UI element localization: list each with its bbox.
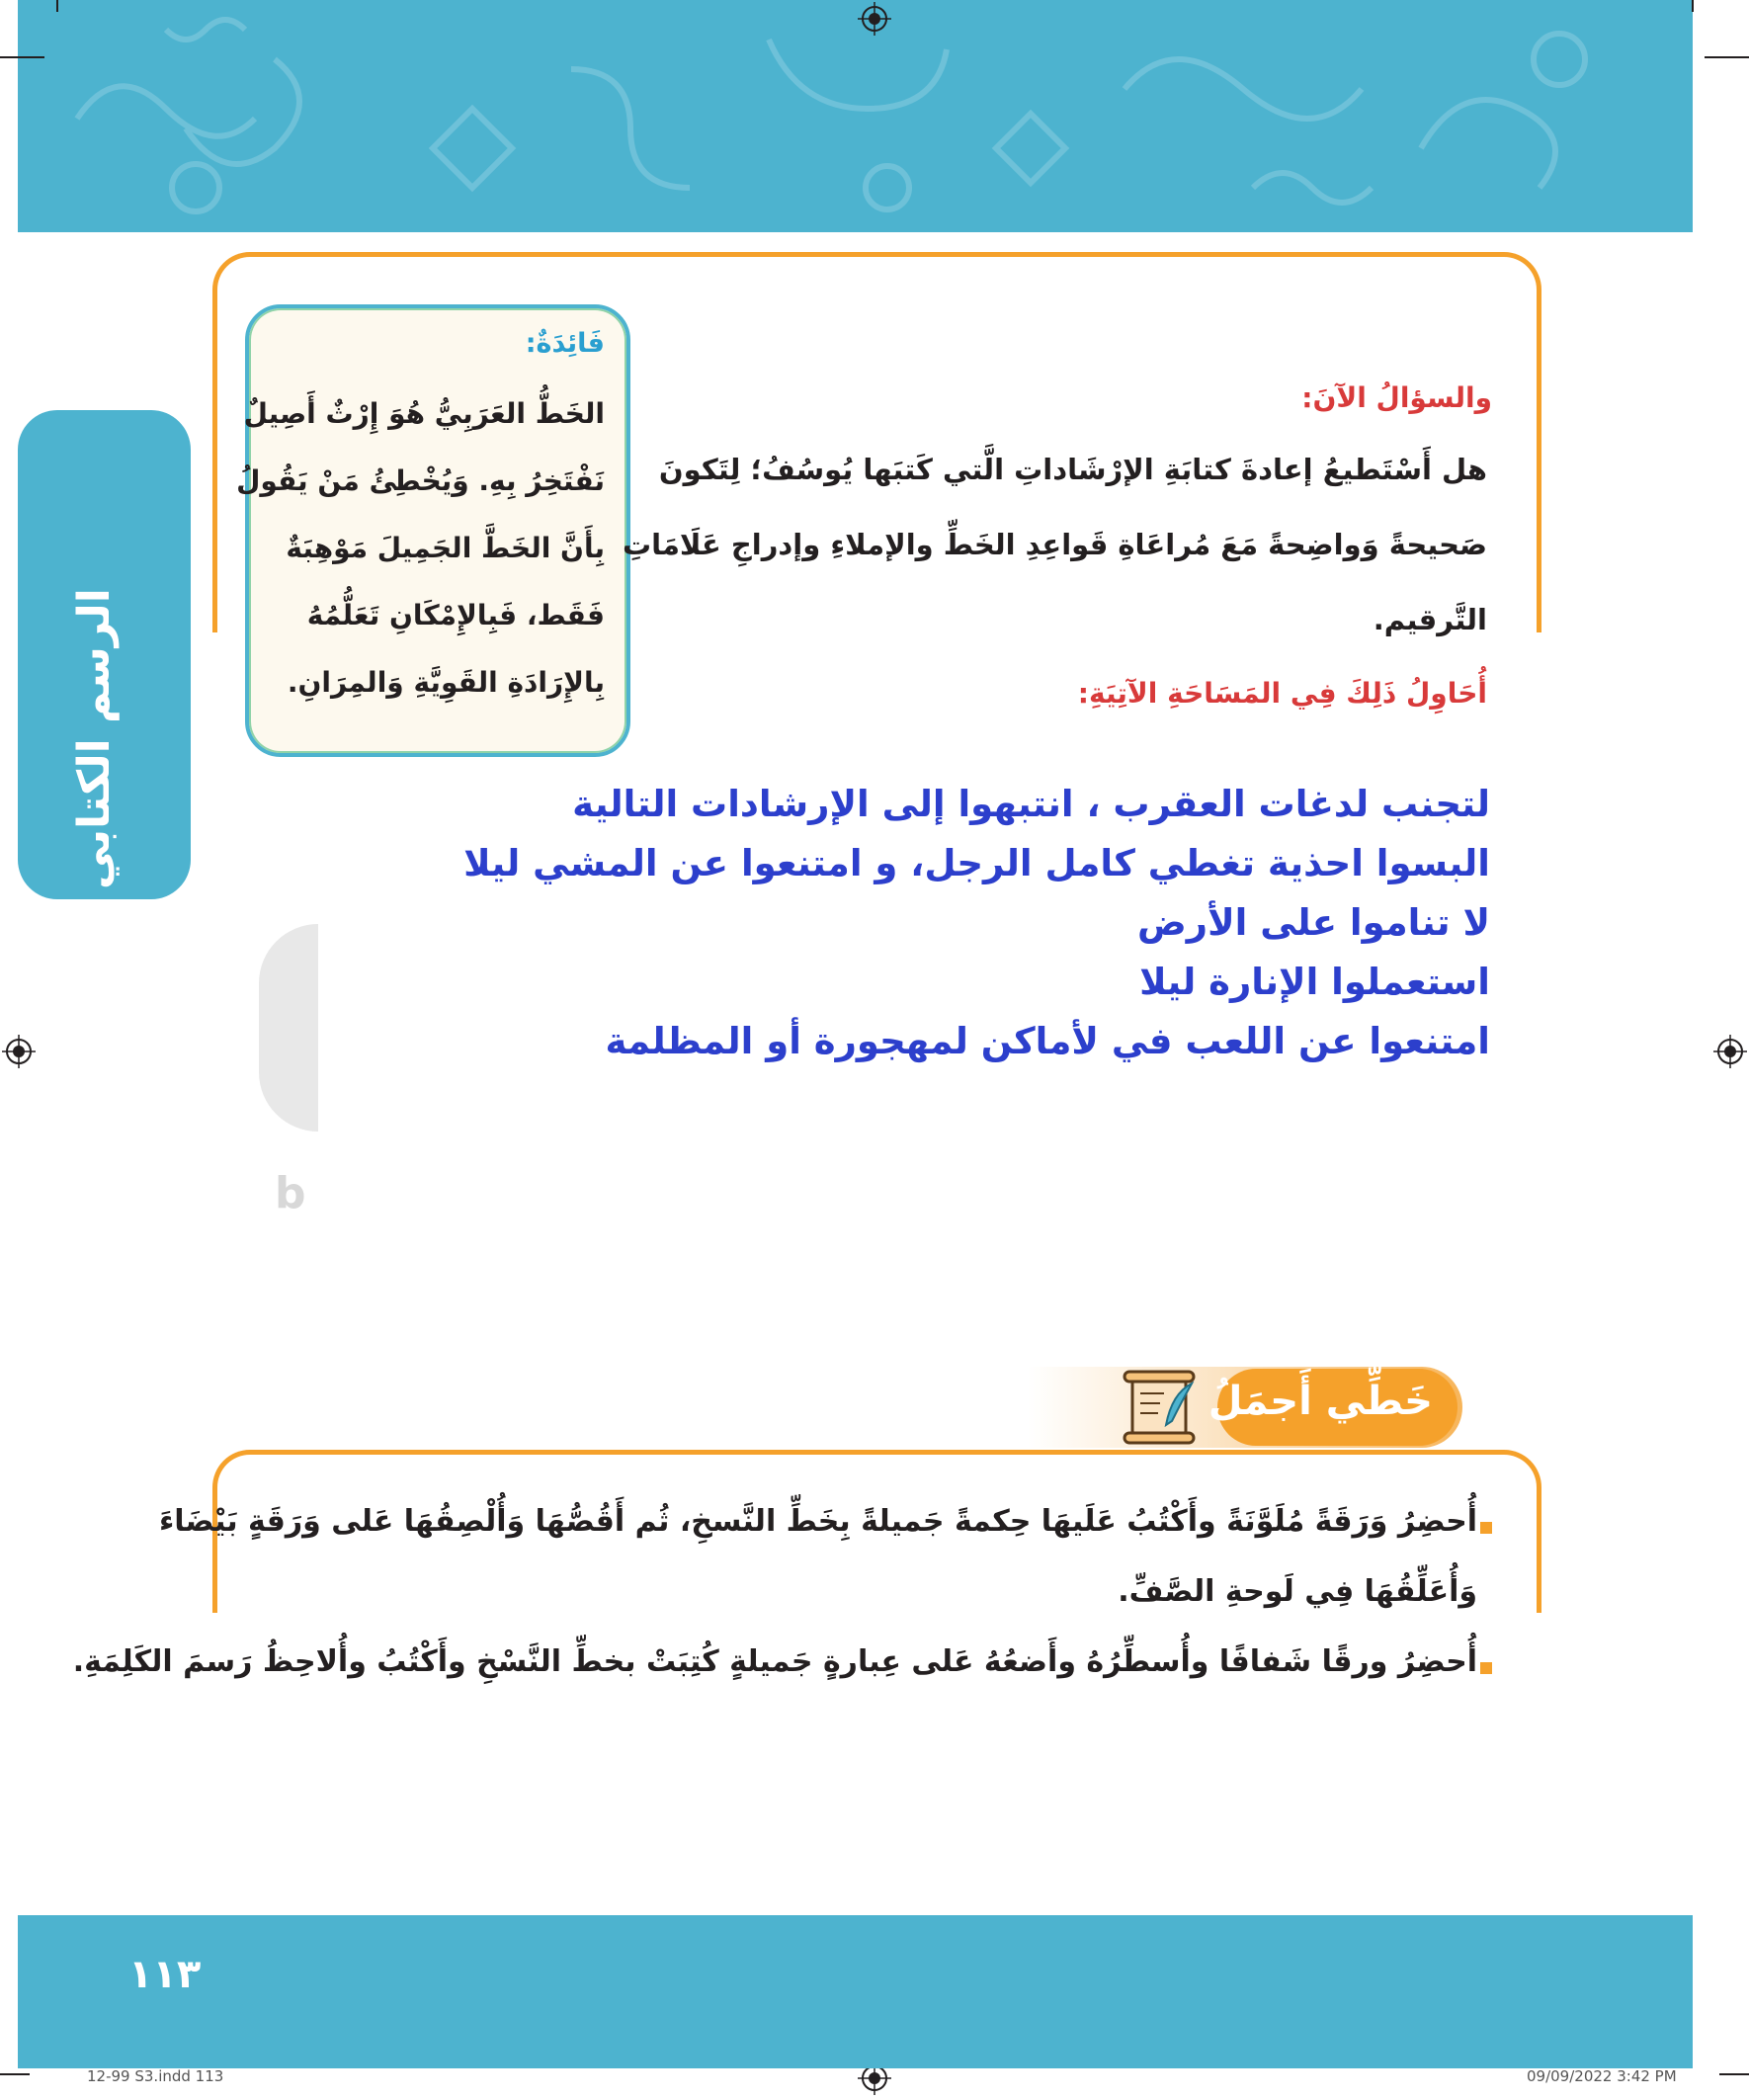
- fact-box: [236, 304, 630, 757]
- print-slug-date: 09/09/2022 3:42 PM: [1527, 2067, 1677, 2085]
- watermark-shape: [259, 924, 318, 1132]
- exercise-line: وَأُعَلِّقُهَا فِي لَوحةِ الصَّفِّ.: [1118, 1574, 1477, 1609]
- registration-mark-right: [1713, 1035, 1747, 1068]
- scroll-quill-icon: [1115, 1364, 1204, 1453]
- written-answer-line: لا تناموا على الأرض: [1137, 901, 1490, 944]
- fact-line: الخَطُّ العَرَبِيُّ هُوَ إِرْثٌ أَصِيلٌ: [243, 397, 605, 430]
- watermark-letter: b: [275, 1168, 306, 1218]
- calligraphy-pattern: [18, 0, 1693, 232]
- crop-mark: [1692, 0, 1694, 12]
- question-line: هل أَسْتَطيعُ إعادةَ كتابَةِ الإرْشَاداتِ الَّتي كَتبَها يُوسُفُ؛ لِتَكونَ: [658, 453, 1487, 486]
- section-title: خَطِّي أَجمَلُ: [1208, 1379, 1433, 1424]
- exercise-line: أُحضِرُ ورقًا شَفافًا وأُسطِّرُهُ وأَضعُهُ عَلى عِبارةٍ جَميلةٍ كُتِبَتْ بخطِّ النَّسْخِ وأَكْتُبُ وأُلاحِظُ رَسمَ الكَلِمَةِ.: [72, 1644, 1477, 1679]
- crop-mark: [56, 0, 58, 12]
- question-heading: والسؤالُ الآنَ:: [1301, 381, 1492, 414]
- try-heading: أُحَاوِلُ ذَلِكَ فِي المَسَاحَةِ الآتِيَةِ:: [1077, 677, 1487, 710]
- fact-line: فَقَط، فَبِالإِمْكَانِ تَعَلُّمُهُ: [306, 599, 605, 631]
- fact-line: بِأَنَّ الخَطَّ الجَمِيلَ مَوْهِبَةٌ: [286, 532, 605, 564]
- written-answer-line: امتنعوا عن اللعب في لأماكن لمهجورة أو المظلمة: [605, 1020, 1490, 1062]
- fact-line: نَفْتَخِرُ بِهِ. وَيُخْطِئُ مَنْ يَقُولُ: [236, 464, 605, 497]
- question-line: صَحيحةً وَواضِحةً مَعَ مُراعَاةِ قَواعِدِ الخَطِّ والإملاءِ وإدراجِ عَلَامَاتِ: [622, 528, 1487, 561]
- bullet-square: [1480, 1522, 1492, 1534]
- written-answer-line: البسوا احذية تغطي كامل الرجل، و امتنعوا عن المشي ليلا: [463, 842, 1490, 884]
- exercise-line: أُحضِرُ وَرَقَةً مُلَوَّنَةً وأَكْتُبُ عَلَيهَا حِكمةً جَميلةً بِخَطِّ النَّسخِ، ثُم أَقُصُّهَا وَأُلْصِقُهَا عَلى وَرَقَةٍ بَيْضَاءَ: [158, 1504, 1477, 1539]
- page-number: ١١٣: [128, 1952, 202, 1997]
- crop-mark: [0, 2073, 30, 2075]
- bullet-square: [1480, 1662, 1492, 1674]
- crop-mark: [1719, 2073, 1749, 2075]
- crop-mark: [0, 56, 44, 58]
- print-slug-file: 12-99 S3.indd 113: [87, 2067, 224, 2085]
- fact-box-title: فَائِدَةٌ:: [525, 328, 605, 359]
- registration-mark-left: [2, 1035, 36, 1068]
- footer-band: [18, 1915, 1693, 2068]
- crop-mark: [1705, 56, 1749, 58]
- written-answer-line: استعملوا الإنارة ليلا: [1139, 961, 1490, 1003]
- side-tab-label: الرسم الكتابي: [69, 588, 120, 889]
- top-banner: [18, 0, 1693, 232]
- written-answer-line: لتجنب لدغات العقرب ، انتبهوا إلى الإرشادات التالية: [572, 783, 1490, 825]
- question-line: التَّرقيم.: [1373, 603, 1487, 636]
- fact-line: بِالإِرَادَةِ القَوِيَّةِ وَالمِرَانِ.: [287, 666, 605, 699]
- registration-mark-top: [858, 2, 891, 36]
